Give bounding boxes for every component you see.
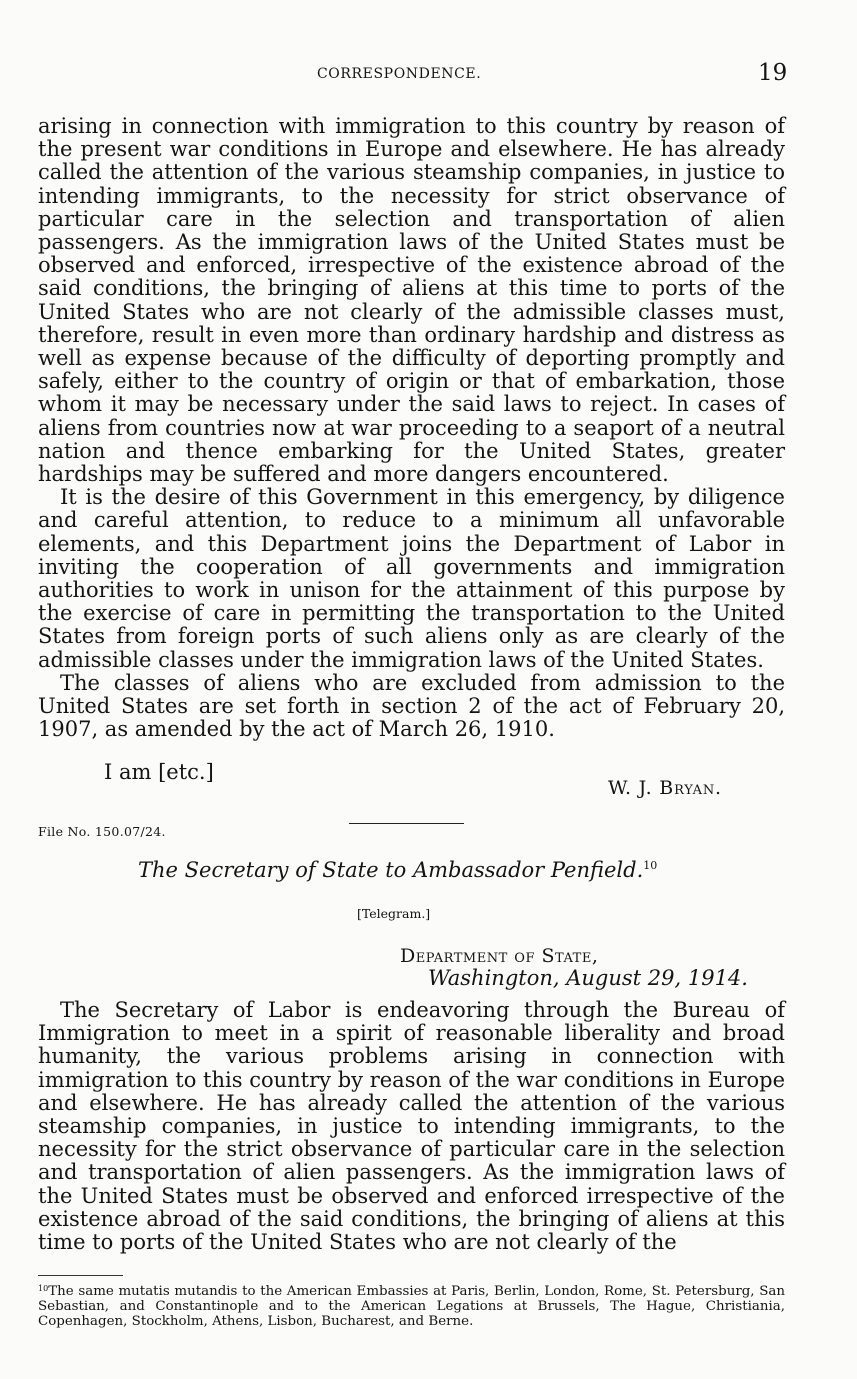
- running-head: CORRESPONDENCE.: [317, 66, 482, 82]
- dateline-date: Washington, August 29, 1914.: [428, 966, 748, 990]
- letter-one-paragraph-1: arising in connection with immigration to this country by reason of the present war conditions in Europe and elsewhere. He has already called the attention of the various steamship companies, in justice to intending immigrants, to the necessity for strict observance of particular care in the selection and transportation of alien passengers. As the immigration laws of the United States must be observed and enforced, irrespective of the existence abroad of the said conditions, the bringing of aliens at this time to ports of the United States who are not clearly of the admissible classes must, therefore, result in even more than ordinary hardship and distress as well as expense because of the difficulty of deporting promptly and safely, either to the country of origin or that of embarkation, those whom it may be necessary under the said laws to reject. In cases of aliens from countries now at war proceeding to a seaport of a neutral nation and thence embarking for the United States, greater hardships may be suffered and more dangers encountered.: [38, 114, 785, 487]
- document-heading-text: The Secretary of State to Ambassador Penfield.: [138, 858, 644, 882]
- letter-closing: I am [etc.]: [104, 760, 214, 784]
- document-heading: [138, 858, 657, 882]
- footnote: [38, 1281, 785, 1330]
- signature: W. J. Bryan.: [608, 777, 722, 799]
- footnote-marker: 10: [38, 1284, 49, 1293]
- page-number: 19: [758, 60, 788, 86]
- footnote-divider: [38, 1275, 123, 1276]
- document-type: [Telegram.]: [357, 906, 431, 921]
- letter-one-paragraph-2: It is the desire of this Government in this emergency, by diligence and careful attention, to reduce to a minimum all unfavorable elements, and this Department joins the Department of Labor in inviting the cooperation of all governments and immigration authorities to work in unison for the attainment of this purpose by the exercise of care in permitting the transportation to the United States from foreign ports of such aliens only as are clearly of the admissible classes under the immigration laws of the United States.: [38, 485, 785, 672]
- footnote-reference: 10: [643, 859, 658, 872]
- file-number: File No. 150.07/24.: [38, 824, 166, 839]
- section-divider: [349, 823, 464, 824]
- document-two-body: [38, 999, 785, 1254]
- letter-one-body: [38, 115, 785, 741]
- letter-one-paragraph-3: The classes of aliens who are excluded from admission to the United States are set forth in section 2 of the act of February 20, 1907, as amended by the act of March 26, 1910.: [38, 670, 785, 742]
- footnote-text: The same mutatis mutandis to the American Embassies at Paris, Berlin, London, Rome, St. Petersburg, San Sebastian, and Constantinople and to the American Legations at Brussels, The Hague, Christiania, Copenhagen, Stockholm, Athens, Lisbon, Bucharest, and Berne.: [38, 1284, 785, 1330]
- document-two-paragraph: The Secretary of Labor is endeavoring through the Bureau of Immigration to meet in a spirit of reasonable liberality and broad humanity, the various problems arising in connection with immigration to this country by reason of the war conditions in Europe and elsewhere. He has already called the attention of the various steamship companies, in justice to intending immigrants, to the necessity for the strict observance of particular care in the selection and transportation of alien passengers. As the immigration laws of the United States must be observed and enforced irrespective of the existence abroad of the said conditions, the bringing of aliens at this time to ports of the United States who are not clearly of the: [38, 998, 785, 1255]
- dateline-office: Department of State,: [400, 945, 599, 967]
